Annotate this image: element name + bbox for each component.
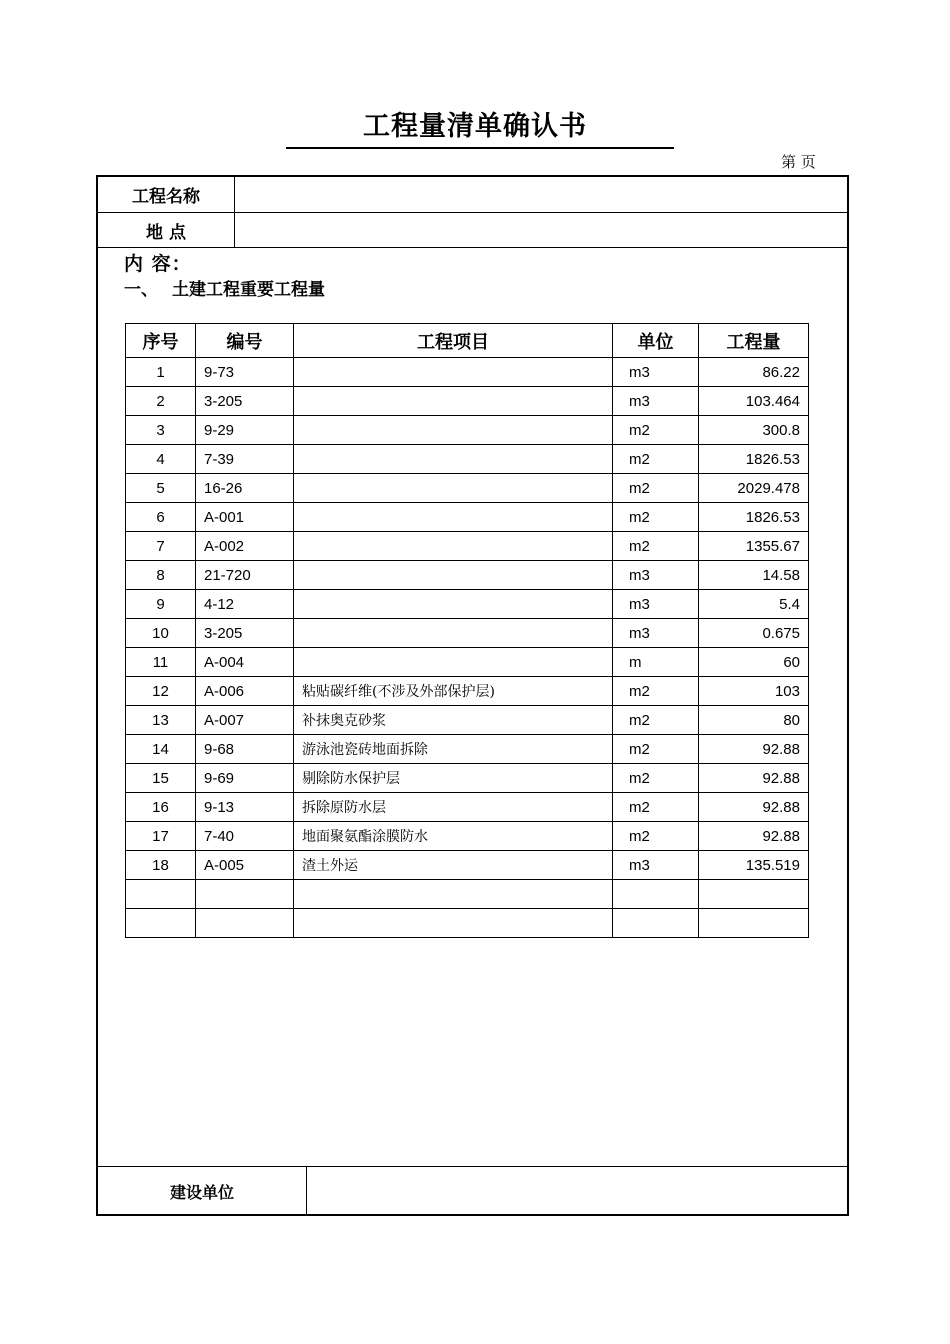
cell-code: 9-68 [196,735,294,764]
project-name-row [98,177,847,213]
cell-seq: 14 [126,735,196,764]
quantity-table [125,323,809,938]
table-header-row [126,324,809,358]
table-row [126,648,809,677]
cell-code: 7-40 [196,822,294,851]
table-row [126,358,809,387]
cell-seq: 5 [126,474,196,503]
table-body [126,358,809,938]
cell-seq: 17 [126,822,196,851]
cell-unit: m2 [613,445,699,474]
cell-unit: m2 [613,735,699,764]
table-row [126,735,809,764]
table-row [126,909,809,938]
cell-item [294,590,613,619]
cell-item: 地面聚氨酯涂膜防水 [294,822,613,851]
table-row [126,474,809,503]
column-header-quantity: 工程量 [699,324,809,358]
cell-unit: m2 [613,764,699,793]
cell-code [196,880,294,909]
project-name-field[interactable] [236,177,847,212]
cell-code: 7-39 [196,445,294,474]
cell-unit: m3 [613,358,699,387]
cell-unit: m3 [613,387,699,416]
cell-seq: 12 [126,677,196,706]
cell-code: A-004 [196,648,294,677]
table-row [126,706,809,735]
builder-label: 建设单位 [98,1167,307,1215]
cell-unit: m2 [613,822,699,851]
table-row [126,619,809,648]
cell-code: 9-13 [196,793,294,822]
cell-item [294,387,613,416]
cell-quantity: 135.519 [699,851,809,880]
table-row [126,677,809,706]
cell-item [294,880,613,909]
cell-quantity: 60 [699,648,809,677]
location-row [98,213,847,248]
table-row [126,416,809,445]
cell-seq: 4 [126,445,196,474]
cell-unit [613,909,699,938]
section-number: 一、 [124,280,158,300]
table-row [126,503,809,532]
cell-code: 9-73 [196,358,294,387]
table-row [126,387,809,416]
cell-item [294,619,613,648]
project-name-label: 工程名称 [98,177,235,212]
cell-quantity: 1355.67 [699,532,809,561]
cell-seq: 9 [126,590,196,619]
cell-seq [126,909,196,938]
location-label: 地 点 [98,213,235,247]
form-frame [96,175,849,1216]
cell-code: 21-720 [196,561,294,590]
cell-unit: m3 [613,619,699,648]
cell-item: 拆除原防水层 [294,793,613,822]
table-row [126,561,809,590]
column-header-unit: 单位 [613,324,699,358]
cell-unit: m2 [613,416,699,445]
cell-code [196,909,294,938]
cell-quantity [699,909,809,938]
cell-seq: 3 [126,416,196,445]
cell-quantity: 92.88 [699,735,809,764]
cell-unit: m2 [613,474,699,503]
cell-item [294,416,613,445]
cell-code: 16-26 [196,474,294,503]
cell-quantity: 86.22 [699,358,809,387]
cell-seq: 2 [126,387,196,416]
cell-unit: m3 [613,851,699,880]
cell-item: 游泳池瓷砖地面拆除 [294,735,613,764]
cell-quantity: 103 [699,677,809,706]
cell-item [294,445,613,474]
cell-code: A-007 [196,706,294,735]
cell-quantity: 1826.53 [699,503,809,532]
cell-code: 9-69 [196,764,294,793]
builder-field[interactable] [308,1167,847,1215]
cell-seq: 8 [126,561,196,590]
cell-unit: m [613,648,699,677]
cell-seq: 10 [126,619,196,648]
cell-item [294,358,613,387]
cell-seq: 16 [126,793,196,822]
document-title: 工程量清单确认书 [363,111,587,142]
cell-code: A-005 [196,851,294,880]
content-label: 内 容： [124,253,192,275]
page-number-label: 第 页 [781,153,816,171]
cell-item [294,909,613,938]
cell-item [294,503,613,532]
cell-item: 剔除防水保护层 [294,764,613,793]
table-row [126,532,809,561]
cell-quantity: 92.88 [699,764,809,793]
cell-code: 3-205 [196,387,294,416]
table-row [126,822,809,851]
cell-quantity: 300.8 [699,416,809,445]
cell-quantity: 92.88 [699,822,809,851]
cell-quantity: 14.58 [699,561,809,590]
builder-row [98,1166,847,1215]
cell-item [294,474,613,503]
table-row [126,793,809,822]
cell-unit: m2 [613,706,699,735]
column-header-item: 工程项目 [294,324,613,358]
cell-code: A-001 [196,503,294,532]
section-heading [124,275,325,300]
cell-quantity: 5.4 [699,590,809,619]
table-row [126,590,809,619]
cell-code: A-006 [196,677,294,706]
cell-seq: 15 [126,764,196,793]
table-row [126,851,809,880]
title-underline [286,147,674,149]
cell-item [294,532,613,561]
column-header-seq: 序号 [126,324,196,358]
cell-seq: 13 [126,706,196,735]
cell-seq: 11 [126,648,196,677]
cell-code: 9-29 [196,416,294,445]
cell-unit: m2 [613,503,699,532]
column-header-code: 编号 [196,324,294,358]
table-row [126,445,809,474]
cell-seq: 6 [126,503,196,532]
cell-seq [126,880,196,909]
cell-code: 3-205 [196,619,294,648]
section-title: 土建工程重要工程量 [172,280,325,300]
cell-seq: 7 [126,532,196,561]
cell-item [294,561,613,590]
cell-unit: m2 [613,532,699,561]
cell-item [294,648,613,677]
cell-unit: m2 [613,677,699,706]
table-row [126,880,809,909]
cell-seq: 1 [126,358,196,387]
cell-quantity: 92.88 [699,793,809,822]
cell-unit: m3 [613,561,699,590]
cell-code: 4-12 [196,590,294,619]
cell-quantity: 80 [699,706,809,735]
cell-item: 补抹奥克砂浆 [294,706,613,735]
cell-unit [613,880,699,909]
cell-quantity: 2029.478 [699,474,809,503]
cell-unit: m2 [613,793,699,822]
cell-item: 粘贴碳纤维(不涉及外部保护层) [294,677,613,706]
cell-quantity: 0.675 [699,619,809,648]
cell-item: 渣土外运 [294,851,613,880]
cell-seq: 18 [126,851,196,880]
cell-quantity [699,880,809,909]
cell-code: A-002 [196,532,294,561]
cell-quantity: 1826.53 [699,445,809,474]
table-row [126,764,809,793]
cell-quantity: 103.464 [699,387,809,416]
cell-unit: m3 [613,590,699,619]
location-field[interactable] [236,213,847,247]
